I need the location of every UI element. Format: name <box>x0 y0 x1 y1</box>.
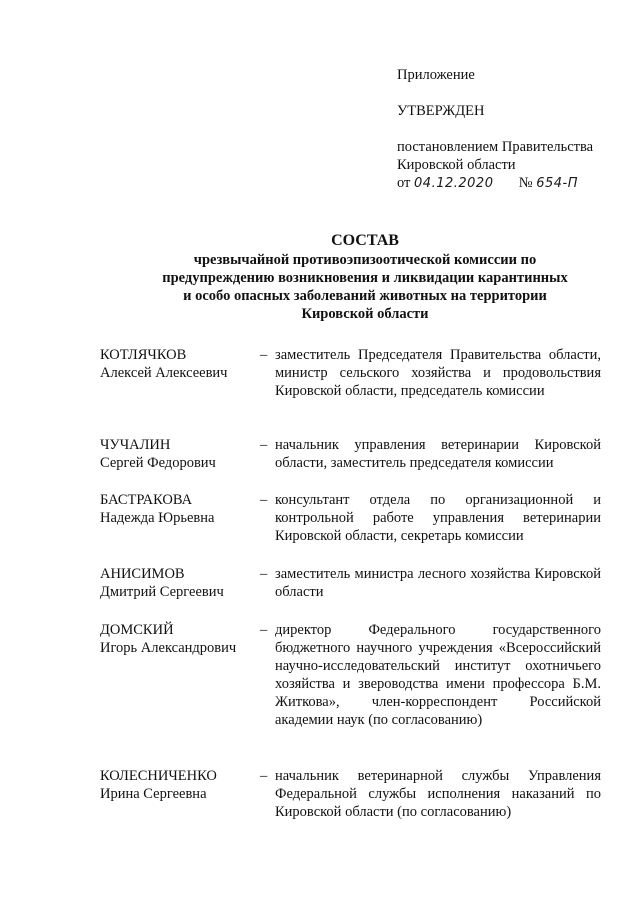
member-row <box>100 346 605 436</box>
number-value: 654-П <box>536 176 578 191</box>
member-name <box>100 346 260 382</box>
member-row <box>100 565 605 621</box>
member-dash: – <box>260 437 268 453</box>
approval-header <box>397 66 612 193</box>
member-dash: – <box>260 622 268 638</box>
document-title <box>0 232 640 323</box>
member-dash: – <box>260 566 268 582</box>
member-list <box>100 346 605 827</box>
member-row <box>100 436 605 491</box>
member-given-name: Игорь Александрович <box>100 640 237 656</box>
member-role: начальник управления ветеринарии Кировской области, заместитель председателя комиссии <box>275 437 601 471</box>
member-role: консультант отдела по организационной и контрольной работе управления ветеринарии Кировской области, секретарь комиссии <box>275 492 601 544</box>
approved-label: УТВЕРЖДЕН <box>397 103 485 119</box>
number-prefix: № <box>518 175 533 191</box>
member-surname: КОТЛЯЧКОВ <box>100 347 187 363</box>
member-name <box>100 491 260 527</box>
date-prefix: от <box>397 175 411 191</box>
member-surname: БАСТРАКОВА <box>100 492 193 508</box>
member-dash: – <box>260 347 268 363</box>
member-role: начальник ветеринарной службы Управления Федеральной службы исполнения наказаний по Кировской области (по согласованию) <box>275 768 601 820</box>
date-value: 04.12.2020 <box>414 176 494 191</box>
member-dash: – <box>260 492 268 508</box>
appendix-label: Приложение <box>397 67 475 83</box>
title-line-3: и особо опасных заболеваний животных на территории <box>183 288 547 304</box>
member-given-name: Сергей Федорович <box>100 455 216 471</box>
member-surname: АНИСИМОВ <box>100 566 185 582</box>
member-name <box>100 621 260 657</box>
decree-line-2: Кировской области <box>397 157 516 173</box>
member-dash: – <box>260 768 268 784</box>
member-given-name: Надежда Юрьевна <box>100 510 215 526</box>
member-given-name: Ирина Сергеевна <box>100 786 207 802</box>
member-surname: ДОМСКИЙ <box>100 622 174 638</box>
title-line-4: Кировской области <box>301 306 429 322</box>
member-role: заместитель министра лесного хозяйства Кировской области <box>275 566 601 600</box>
member-given-name: Дмитрий Сергеевич <box>100 584 224 600</box>
member-name <box>100 767 260 803</box>
title-line-1: чрезвычайной противоэпизоотической комиссии по <box>193 252 537 268</box>
member-surname: ЧУЧАЛИН <box>100 437 171 453</box>
decree-line-1: постановлением Правительства <box>397 139 594 155</box>
member-row <box>100 767 605 827</box>
member-given-name: Алексей Алексеевич <box>100 365 228 381</box>
member-role: директор Федерального государственного бюджетного научного учреждения «Всероссийский научно-исследовательский институт охотничьего хозяйства и звероводства имени профессора Б.М. Житкова», член-корреспондент Российской академии наук (по согласованию) <box>275 622 601 728</box>
member-name <box>100 565 260 601</box>
member-name <box>100 436 260 472</box>
member-surname: КОЛЕСНИЧЕНКО <box>100 768 217 784</box>
member-role: заместитель Председателя Правительства области, министр сельского хозяйства и продовольствия Кировской области, председатель комиссии <box>275 347 601 399</box>
member-row <box>100 621 605 767</box>
title-line-2: предупреждению возникновения и ликвидации карантинных <box>162 270 568 286</box>
date-number-line <box>397 174 612 193</box>
title-main: СОСТАВ <box>331 232 399 249</box>
member-row <box>100 491 605 565</box>
